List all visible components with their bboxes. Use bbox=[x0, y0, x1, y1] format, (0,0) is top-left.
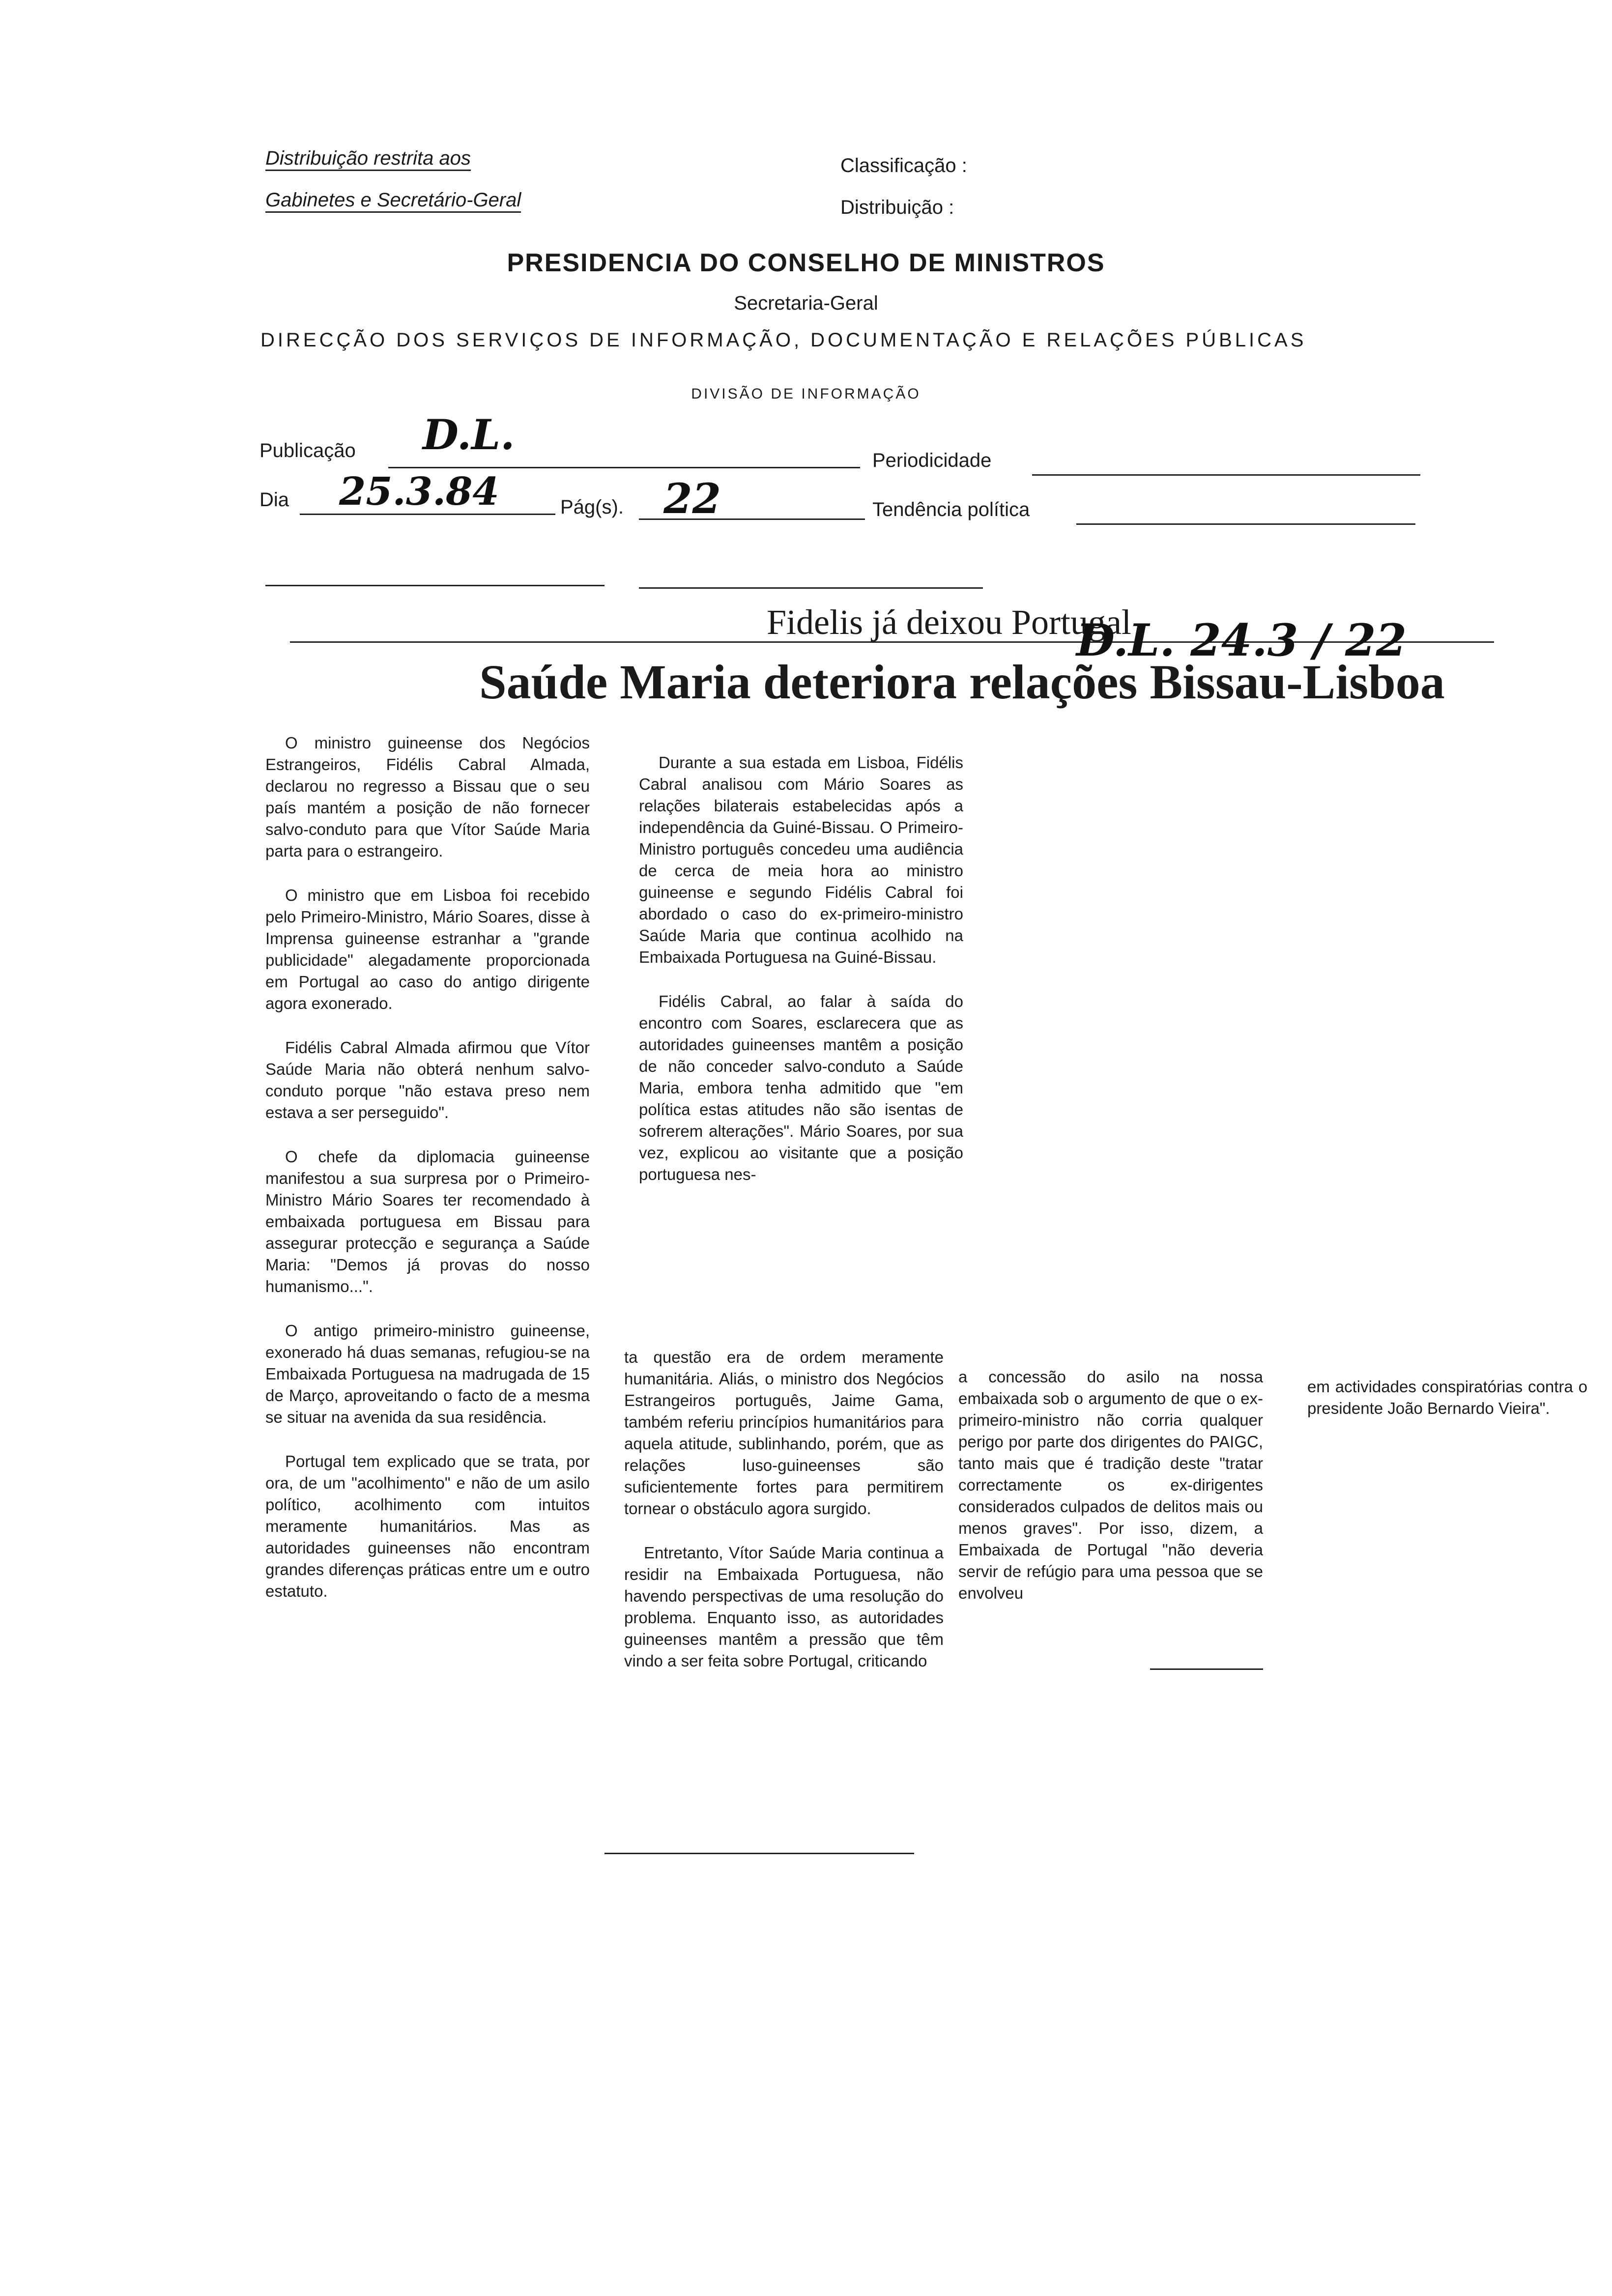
column-1-paragraph: O chefe da diplomacia guineense manifestou a sua surpresa por o Primeiro-Ministro Mário Soares ter recomendado à embaixada portuguesa em Bissau para assegurar protecção e segurança a Saúde Maria: "Demos já provas do nosso humanismo...". bbox=[265, 1148, 590, 1295]
periodicidade-line bbox=[1032, 474, 1420, 476]
column-3-end-rule bbox=[604, 1853, 914, 1854]
column-4-paragraph: a concessão do asilo na nossa embaixada sob o argumento de que o ex-primeiro-ministro não corria qualquer perigo por parte dos dirigentes do PAIGC, tanto mais que é tradição deste "tratar correctamente os ex-dirigentes considerados culpados de delitos mais ou menos graves". Por isso, dizem, a Embaixada de Portugal "não deveria servir de refúgio para uma pessoa que se envolveu bbox=[958, 1368, 1263, 1602]
direccao-servicos: DIRECÇÃO DOS SERVIÇOS DE INFORMAÇÃO, DOCUMENTAÇÃO E RELAÇÕES PÚBLICAS bbox=[260, 329, 1307, 351]
column-1-paragraph: O ministro guineense dos Negócios Estrangeiros, Fidélis Cabral Almada, declarou no regresso a Bissau que o seu país mantém a posição de não fornecer salvo-conduto para que Vítor Saúde Maria parta para o estrangeiro. bbox=[265, 734, 590, 860]
periodicidade-label: Periodicidade bbox=[872, 450, 992, 471]
column-1-paragraph: Portugal tem explicado que se trata, por ora, de um "acolhimento" e não de um asilo político, acolhimento com intuitos meramente humanitários. Mas as autoridades guineenses não encontram grandes diferenças práticas entre um e outro estatuto. bbox=[265, 1452, 590, 1600]
column-1-paragraph: Fidélis Cabral Almada afirmou que Vítor Saúde Maria não obterá nenhum salvo-conduto porque "não estava preso nem estava a ser perseguido". bbox=[265, 1038, 590, 1121]
article-column-2 bbox=[639, 752, 963, 1208]
presidencia-title: PRESIDENCIA DO CONSELHO DE MINISTROS bbox=[507, 249, 1105, 277]
distribuicao-label: Distribuição : bbox=[840, 197, 954, 218]
dia-value: 25.3.84 bbox=[339, 469, 499, 514]
publicacao-label: Publicação bbox=[259, 440, 356, 461]
clipping-top-rule-right bbox=[639, 587, 983, 589]
restricted-distribution-line2: Gabinetes e Secretário-Geral bbox=[265, 189, 521, 213]
clipping-top-rule-left bbox=[265, 585, 604, 586]
article-column-1 bbox=[265, 732, 590, 1625]
column-4-end-rule bbox=[1150, 1668, 1263, 1670]
divisao-informacao: DIVISÃO DE INFORMAÇÃO bbox=[691, 386, 921, 402]
classificacao-label: Classificação : bbox=[840, 155, 967, 176]
column-3-paragraph: Entretanto, Vítor Saúde Maria continua a residir na Embaixada Portuguesa, não havendo perspectivas de uma resolução do problema. Enquanto isso, as autoridades guineenses mantêm a pressão que têm vindo a ser feita sobre Portugal, criticando bbox=[624, 1544, 944, 1670]
dia-label: Dia bbox=[259, 489, 289, 511]
handwritten-reference: D.L. 24.3 / 22 bbox=[1076, 614, 1407, 666]
pags-label: Pág(s). bbox=[560, 496, 624, 518]
publicacao-line bbox=[388, 467, 860, 468]
column-2-paragraph: Fidélis Cabral, ao falar à saída do encontro com Soares, esclarecera que as autoridades guineenses mantêm a posição de não conceder salvo-conduto a Saúde Maria, embora tenha admitido que "em política estas atitudes não são isentas de sofrerem alterações". Mário Soares, por sua vez, explicou ao visitante que a posição portuguesa nes- bbox=[639, 992, 963, 1183]
column-5-paragraph: em actividades conspiratórias contra o presidente João Bernardo Vieira". bbox=[1307, 1378, 1587, 1417]
secretaria-geral: Secretaria-Geral bbox=[734, 292, 878, 314]
column-1-paragraph: O ministro que em Lisboa foi recebido pelo Primeiro-Ministro, Mário Soares, disse à Imprensa guineense estranhar a "grande publicidade" alegadamente proporcionada em Portugal ao caso do antigo dirigente agora exonerado. bbox=[265, 886, 590, 1012]
article-column-5 bbox=[1307, 1376, 1587, 1442]
tendencia-label: Tendência política bbox=[872, 499, 1030, 520]
column-3-paragraph: ta questão era de ordem meramente humanitária. Aliás, o ministro dos Negócios Estrangeiros português, Jaime Gama, também referiu princípios humanitários para aquela atitude, sublinhando, porém, que as relações luso-guineenses são suficientemente fortes para permitirem tornear o obstáculo agora surgido. bbox=[624, 1348, 944, 1518]
article-column-4 bbox=[958, 1366, 1263, 1627]
article-headline: Saúde Maria deteriora relações Bissau-Lisboa bbox=[479, 655, 1445, 709]
publicacao-value: D.L. bbox=[423, 410, 515, 459]
tendencia-line bbox=[1076, 523, 1415, 525]
column-1-paragraph: O antigo primeiro-ministro guineense, exonerado há duas semanas, refugiou-se na Embaixada Portuguesa na madrugada de 15 de Março, aproveitando o facto de a mesma se situar na avenida da sua residência. bbox=[265, 1321, 590, 1426]
article-column-3 bbox=[624, 1347, 944, 1694]
pags-value: 22 bbox=[663, 474, 721, 523]
article-kicker: Fidelis já deixou Portugal bbox=[767, 603, 1131, 642]
restricted-distribution-line1: Distribuição restrita aos bbox=[265, 147, 471, 171]
column-2-paragraph: Durante a sua estada em Lisboa, Fidélis Cabral analisou com Mário Soares as relações bilaterais estabelecidas após a independência da Guiné-Bissau. O Primeiro-Ministro português concedeu uma audiência de cerca de meia hora ao ministro guineense e segundo Fidélis Cabral foi abordado o caso do ex-primeiro-ministro Saúde Maria que continua acolhido na Embaixada Portuguesa na Guiné-Bissau. bbox=[639, 753, 963, 966]
